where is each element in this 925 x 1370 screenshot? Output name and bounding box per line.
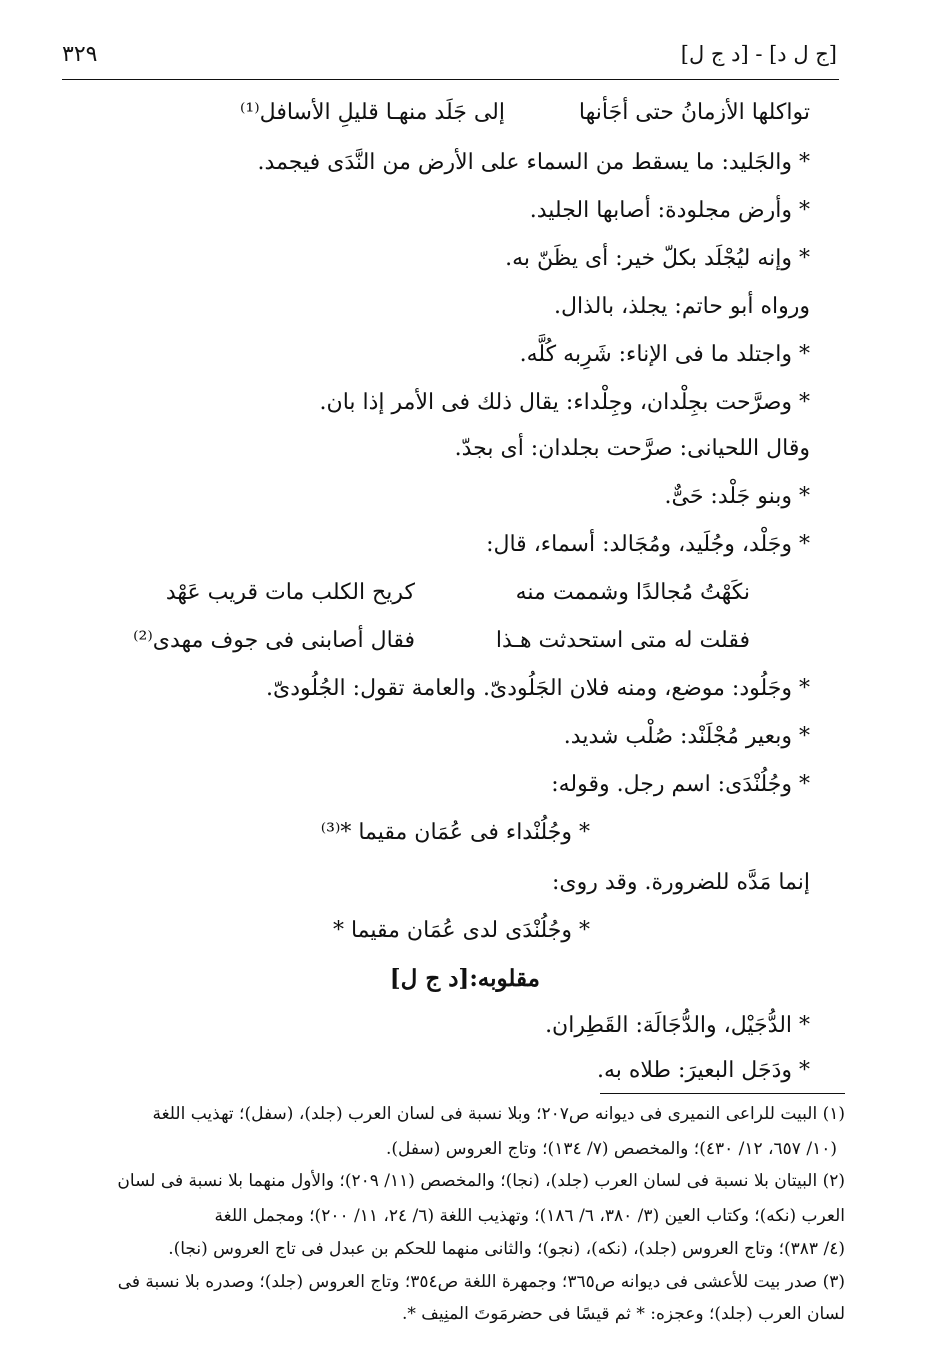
text-line: * وأرض مجلودة: أصابها الجليد. — [529, 198, 810, 223]
text-line: * وجَلُود: موضع، ومنه فلان الجَلُودىّ. والعامة تقول: الجُلُودىّ. — [265, 676, 810, 701]
page-number: ٣٢٩ — [62, 42, 98, 67]
text-line: وقال اللحيانى: صرَّحت بجلدان: أى بجدّ. — [454, 436, 810, 461]
text-line: * وبنو جَلْد: حَىٌّ. — [664, 484, 810, 509]
verse-3-first-hemistich: فقلت له متى استحدثت هـذا — [495, 628, 750, 653]
footnote-line: العرب (نكه)؛ وكتاب العين (٣/ ٣٨٠، ٦/ ١٨٦)؛ وتهذيب اللغة (٦/ ٢٤، ١١/ ٢٠٠)؛ ومجمل اللغة — [214, 1206, 845, 1226]
text-line: إنما مَدَّه للضرورة. وقد روى: — [551, 870, 810, 895]
footnote-line: (١٠/ ٦٥٧، ١٢/ ٤٣٠)؛ والمخصص (٧/ ١٣٤)؛ وتاج العروس (سفل). — [386, 1139, 837, 1159]
text-line: * وجُلُنْدَى: اسم رجل. وقوله: — [551, 772, 810, 797]
section-heading: مقلوبه:[د ج ل] — [389, 965, 540, 992]
text-line: * ودَجَل البعيرَ: طلاه به. — [597, 1058, 810, 1083]
text-line: * الدُّجَيْل، والدُّجَالَة: القَطِران. — [545, 1013, 810, 1038]
verse-3-second-hemistich: فقال أصابنى فى جوف مهدى⁽²⁾ — [133, 628, 415, 653]
footnote-line: (١) البيت للراعى النميرى فى ديوانه ص٢٠٧؛ وبلا نسبة فى لسان العرب (جلد)، (سفل)؛ تهذيب اللغة — [152, 1104, 845, 1124]
text-line: * وبعير مُجْلَنْد: صُلْب شديد. — [563, 724, 810, 749]
text-line: * والجَليد: ما يسقط من السماء على الأرض من النَّدَى فيجمد. — [257, 150, 810, 175]
footnote-line: لسان العرب (جلد)؛ وعجزه: * ثم قيسًا فى حضرمَوتَ المنِيف *. — [401, 1304, 845, 1324]
text-line: ورواه أبو حاتم: يجلذ، بالذال. — [554, 294, 810, 319]
verse-2-first-hemistich: نكَهْتُ مُجالدًا وشممت منه — [515, 580, 750, 605]
footnote-line: (٣) صدر بيت للأعشى فى ديوانه ص٣٦٥؛ وجمهرة اللغة ص٣٥٤؛ وتاج العروس (جلد)؛ وصدره بلا نسبة فى — [117, 1272, 845, 1292]
text-line: * وصرَّحت بجِلْدان، وجِلْداء: يقال ذلك فى الأمر إذا بان. — [319, 390, 810, 415]
verse-1-first-hemistich: تواكلها الأزمانُ حتى أجَأنها — [578, 100, 810, 125]
text-line: * وإنه ليُجْلَد بكلّ خير: أى يظَنّ به. — [505, 246, 810, 271]
text-line: * وجَلْد، وجُلَيد، ومُجَالد: أسماء، قال: — [486, 532, 810, 557]
verse-1-second-hemistich: إلى جَلَد منهـا قليلِ الأسافل⁽¹⁾ — [240, 100, 505, 125]
header-rule — [62, 79, 839, 80]
verse-2-second-hemistich: كريح الكلب مات قريب عَهْد — [165, 580, 415, 605]
centered-verse-fragment: * وجُلُنْدَى لدى عُمَان مقيما * — [332, 918, 590, 943]
text-line: * واجتلد ما فى الإناء: شَرِبه كُلَّه. — [519, 342, 810, 367]
centered-verse-fragment: * وجُلُنْداء فى عُمَان مقيما *⁽³⁾ — [320, 820, 590, 845]
running-header-title: [ج ل د] - [د ج ل] — [680, 42, 837, 66]
footnote-line: (٤/ ٣٨٣)؛ وتاج العروس (جلد)، (نكه)، (نجو)؛ والثانى منهما للحكم بن عبدل فى تاج العروس (نجا). — [168, 1239, 845, 1259]
footnote-line: (٢) البيتان بلا نسبة فى لسان العرب (جلد)، (نجا)؛ والمخصص (١١/ ٢٠٩)؛ والأول منهما بلا نسبة فى لسان — [117, 1171, 845, 1191]
footnote-rule — [600, 1093, 845, 1094]
